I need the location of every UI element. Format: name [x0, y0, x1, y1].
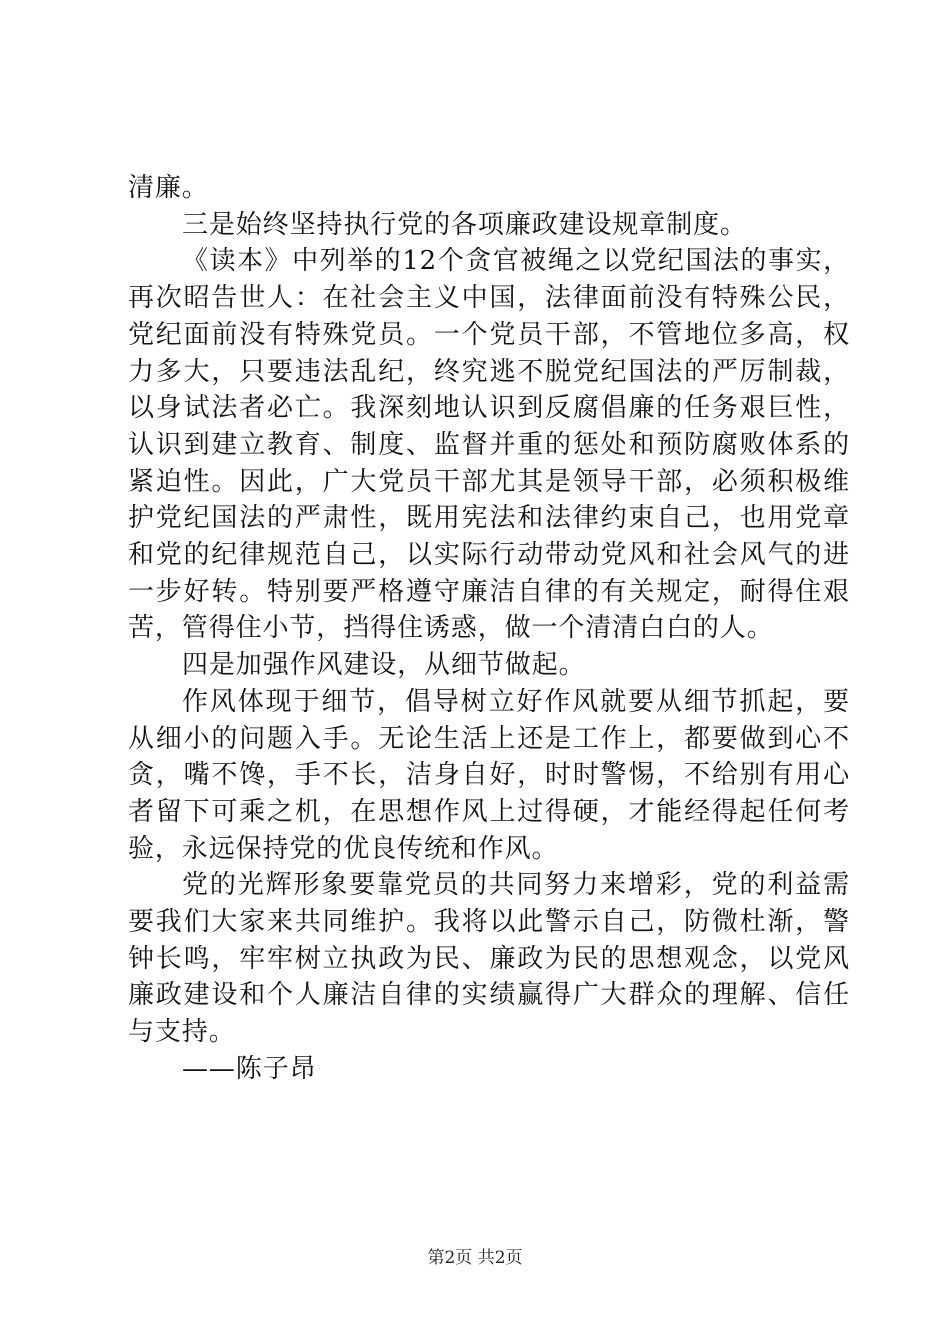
paragraph-conclusion: 党的光辉形象要靠党员的共同努力来增彩，党的利益需要我们大家来共同维护。我将以此警示自己，防微杜渐，警钟长鸣，牢牢树立执政为民、廉政为民的思想观念，以党风廉政建设和个人廉洁自律的实绩赢得广大群众的理解、信任与支持。 [128, 870, 850, 1048]
document-body [128, 170, 850, 1088]
page-number-footer: 第2页 共2页 [427, 1248, 523, 1268]
paragraph-work-style: 作风体现于细节，倡导树立好作风就要从细节抓起，要从细小的问题入手。无论生活上还是工作上，都要做到心不贪，嘴不馋，手不长，洁身自好，时时警惕，不给别有用心者留下可乘之机，在思想作风上过得硬，才能经得起任何考验，永远保持党的优良传统和作风。 [128, 686, 850, 864]
author-signature: ——陈子昂 [182, 1053, 317, 1084]
paragraph-point-four-heading: 四是加强作风建设，从细节做起。 [182, 650, 586, 681]
paragraph-closing-fragment: 清廉。 [128, 173, 209, 203]
paragraph-reader-lessons: 《读本》中列举的12个贪官被绳之以党纪国法的事实，再次昭告世人：在社会主义中国，法律面前没有特殊公民，党纪面前没有特殊党员。一个党员干部，不管地位多高，权力多大，只要违法乱纪，终究逃不脱党纪国法的严厉制裁，以身试法者必亡。我深刻地认识到反腐倡廉的任务艰巨性，认识到建立教育、制度、监督并重的惩处和预防腐败体系的紧迫性。因此，广大党员干部尤其是领导干部，必须积极维护党纪国法的严肃性，既用宪法和法律约束自己，也用党章和党的纪律规范自己，以实际行动带动党风和社会风气的进一步好转。特别要严格遵守廉洁自律的有关规定，耐得住艰苦，管得住小节，挡得住诱惑，做一个清清白白的人。 [128, 246, 850, 644]
paragraph-point-three-heading: 三是始终坚持执行党的各项廉政建设规章制度。 [182, 209, 747, 240]
